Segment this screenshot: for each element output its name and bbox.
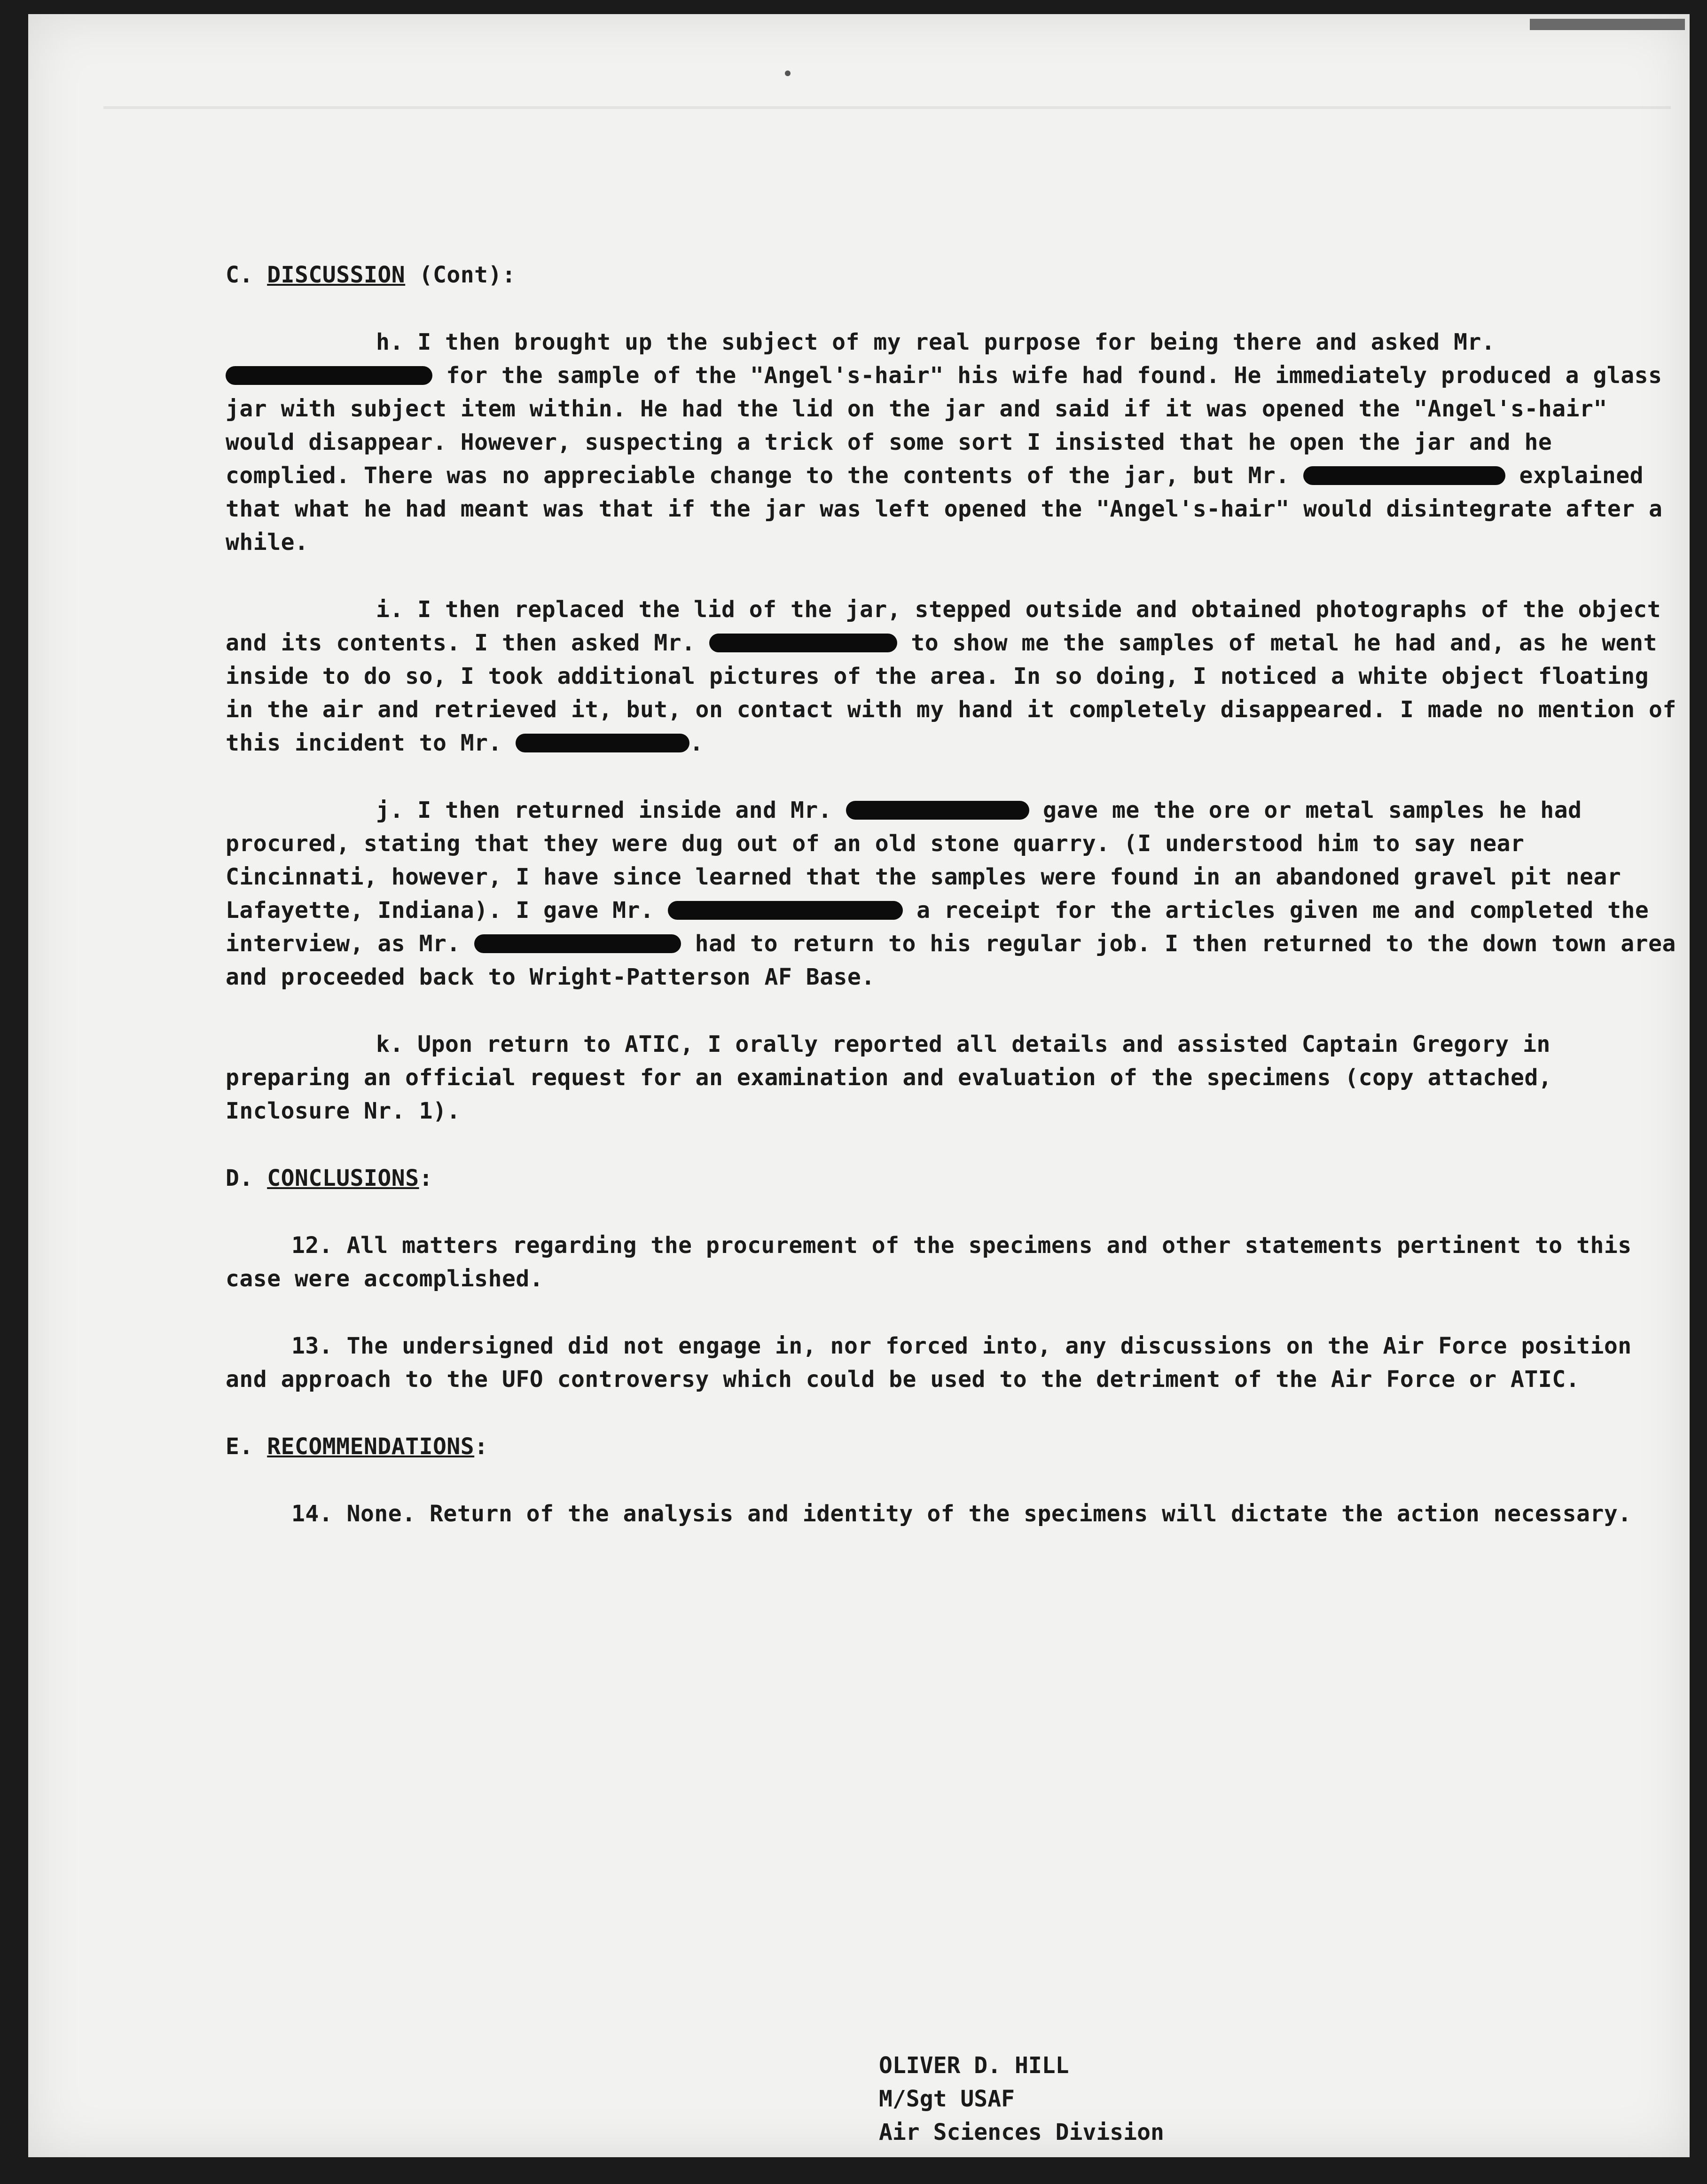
redaction-bar [1303,466,1505,485]
paragraph-h: h. I then brought up the subject of my real purpose for being there and asked Mr. for the sample of the "Angel's-hair" his wife had found. He immediately produced a glass jar with subject item within. He had the lid on the jar and said if it was opened the "Angel's-hair" would disappear. However, suspecting a trick of some sort I insisted that he open the jar and he complied. There was no appreciable change to the contents of the jar, but Mr. explained that what he had meant was that if the jar was left opened the "Angel's-hair" would disintegrate after a while. [226,329,1663,556]
section-d-title: CONCLUSIONS [267,1165,419,1191]
signature-block [879,2049,1164,2149]
redaction-bar [516,734,689,752]
signer-division: Air Sciences Division [879,2119,1164,2145]
paragraph-j: j. I then returned inside and Mr. gave me the ore or metal samples he had procured, stating that they were dug out of an old stone quarry. (I understood him to say near Cincinnati, however, I have since learned that the samples were found in an abandoned gravel pit near Lafayette, Indiana). I gave Mr. a receipt for the articles given me and completed the interview, as Mr. had to return to his regular job. I then returned to the down town area and proceeded back to Wright-Patterson AF Base. [226,797,1676,990]
section-e-heading: E. RECOMMENDATIONS: [226,1433,488,1460]
paragraph-12: 12. All matters regarding the procurement of the specimens and other statements pertinent to this case were accomplished. [226,1232,1632,1292]
document-body [226,258,1683,1531]
paragraph-k: k. Upon return to ATIC, I orally reported all details and assisted Captain Gregory in preparing an official request for an examination and evaluation of the specimens (copy attached, Inclosure Nr. 1). [226,1031,1552,1124]
section-c-title: DISCUSSION [267,262,406,288]
paragraph-14: 14. None. Return of the analysis and identity of the specimens will dictate the action necessary. [291,1501,1632,1527]
redaction-bar [474,934,681,953]
signer-rank: M/Sgt USAF [879,2086,1015,2112]
paragraph-13: 13. The undersigned did not engage in, nor forced into, any discussions on the Air Force position and approach to the UFO controversy which could be used to the detriment of the Air Force or ATIC. [226,1333,1632,1393]
scan-corner-mark [1530,19,1685,30]
section-e-title: RECOMMENDATIONS [267,1433,475,1460]
document-page [28,14,1690,2157]
section-d-heading: D. CONCLUSIONS: [226,1165,433,1191]
paragraph-i: i. I then replaced the lid of the jar, stepped outside and obtained photographs of the object and its contents. I then asked Mr. to show me the samples of metal he had and, as he went inside to do so, I took additional pictures of the area. In so doing, I noticed a white object floating in the air and retrieved it, but, on contact with my hand it completely disappeared. I made no mention of this incident to Mr. . [226,596,1676,756]
redaction-bar [709,634,897,652]
scan-artifact-line [103,106,1671,109]
scan-speck [785,70,791,76]
redaction-bar [846,801,1029,820]
signer-name: OLIVER D. HILL [879,2052,1069,2079]
redaction-bar [226,366,432,385]
section-c-heading: C. DISCUSSION (Cont): [226,262,516,288]
redaction-bar [668,901,903,920]
